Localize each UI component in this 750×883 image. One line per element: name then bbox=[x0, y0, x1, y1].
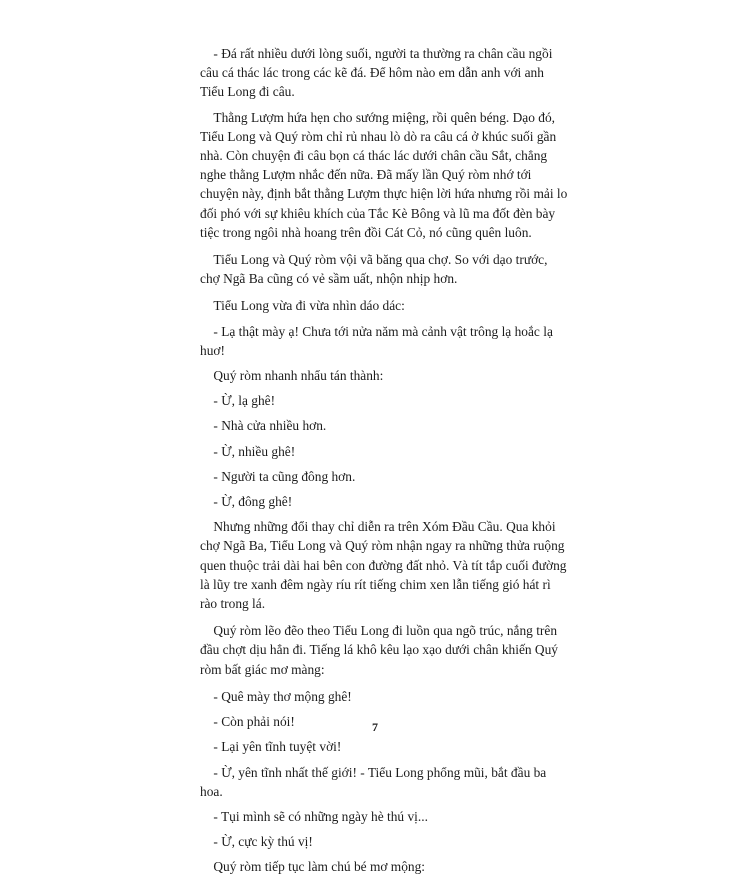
paragraph: Nhưng những đổi thay chỉ diễn ra trên Xóm Đầu Cầu. Qua khỏi chợ Ngã Ba, Tiểu Long và Quý ròm nhận ngay ra những thửa ruộng quen thuộc trải dài hai bên con đường đất nhỏ. Và tít tắp cuối đường là lũy tre xanh đêm ngày ríu rít tiếng chim xen lẫn tiếng gió hát rì rào trong lá. bbox=[200, 519, 567, 612]
paragraph: Quý ròm lẽo đẽo theo Tiểu Long đi luồn qua ngõ trúc, nắng trên đầu chợt dịu hẳn đi. Tiếng lá khô kêu lạo xạo dưới chân khiến Quý ròm bất giác mơ màng: bbox=[200, 623, 558, 677]
dialogue-line: - Ừ, lạ ghê! bbox=[213, 393, 276, 409]
paragraph: - Đá rất nhiều dưới lòng suối, người ta thường ra chân cầu ngồi câu cá thác lác trong các kẽ đá. Để hôm nào em dẫn anh với anh Tiểu Long đi câu. bbox=[200, 46, 553, 100]
paragraph: Tiểu Long và Quý ròm vội vã băng qua chợ. So với dạo trước, chợ Ngã Ba cũng có vẻ sầm uất, nhộn nhịp hơn. bbox=[200, 252, 548, 287]
body-text bbox=[200, 44, 570, 883]
dialogue-line: - Quê mày thơ mộng ghê! bbox=[213, 688, 352, 704]
page-number: 7 bbox=[372, 720, 378, 734]
dialogue-line: - Ừ, yên tĩnh nhất thế giới! - Tiểu Long phổng mũi, bắt đầu ba hoa. bbox=[200, 764, 547, 799]
paragraph: Quý ròm nhanh nhẩu tán thành: bbox=[213, 368, 384, 384]
dialogue-line: - Tụi mình sẽ có những ngày hè thú vị... bbox=[213, 808, 428, 824]
dialogue-line: - Ừ, cực kỳ thú vị! bbox=[213, 834, 313, 850]
dialogue-line: - Lại yên tĩnh tuyệt vời! bbox=[213, 739, 342, 755]
paragraph: Thằng Lượm hứa hẹn cho sướng miệng, rồi quên béng. Dạo đó, Tiểu Long và Quý ròm chỉ rủ nhau lò dò ra câu cá ở khúc suối gần nhà. Còn chuyện đi câu bọn cá thác lác dưới chân cầu Sắt, chẳng nghe thằng Lượm nhắc đến nữa. Đã mấy lần Quý ròm nhớ tới chuyện này, định bắt thằng Lượm thực hiện lời hứa nhưng rồi mải lo đối phó với sự khiêu khích của Tắc Kè Bông và lũ ma đốt đèn bày tiệc trong ngôi nhà hoang trên đồi Cát Cỏ, nó cũng quên luôn. bbox=[200, 109, 568, 240]
paragraph: Quý ròm tiếp tục làm chú bé mơ mộng: bbox=[213, 859, 426, 875]
dialogue-line: - Ừ, nhiều ghê! bbox=[213, 443, 296, 459]
paragraph: Tiểu Long vừa đi vừa nhìn dáo dác: bbox=[213, 298, 405, 314]
dialogue-line: - Còn phải nói! bbox=[213, 714, 295, 730]
dialogue-line: - Lạ thật mày ạ! Chưa tới nửa năm mà cảnh vật trông lạ hoắc lạ huơ! bbox=[200, 323, 553, 358]
dialogue-line: - Nhà cửa nhiều hơn. bbox=[213, 418, 327, 434]
dialogue-line: - Người ta cũng đông hơn. bbox=[213, 468, 356, 484]
dialogue-line: - Ừ, đông ghê! bbox=[213, 494, 293, 510]
